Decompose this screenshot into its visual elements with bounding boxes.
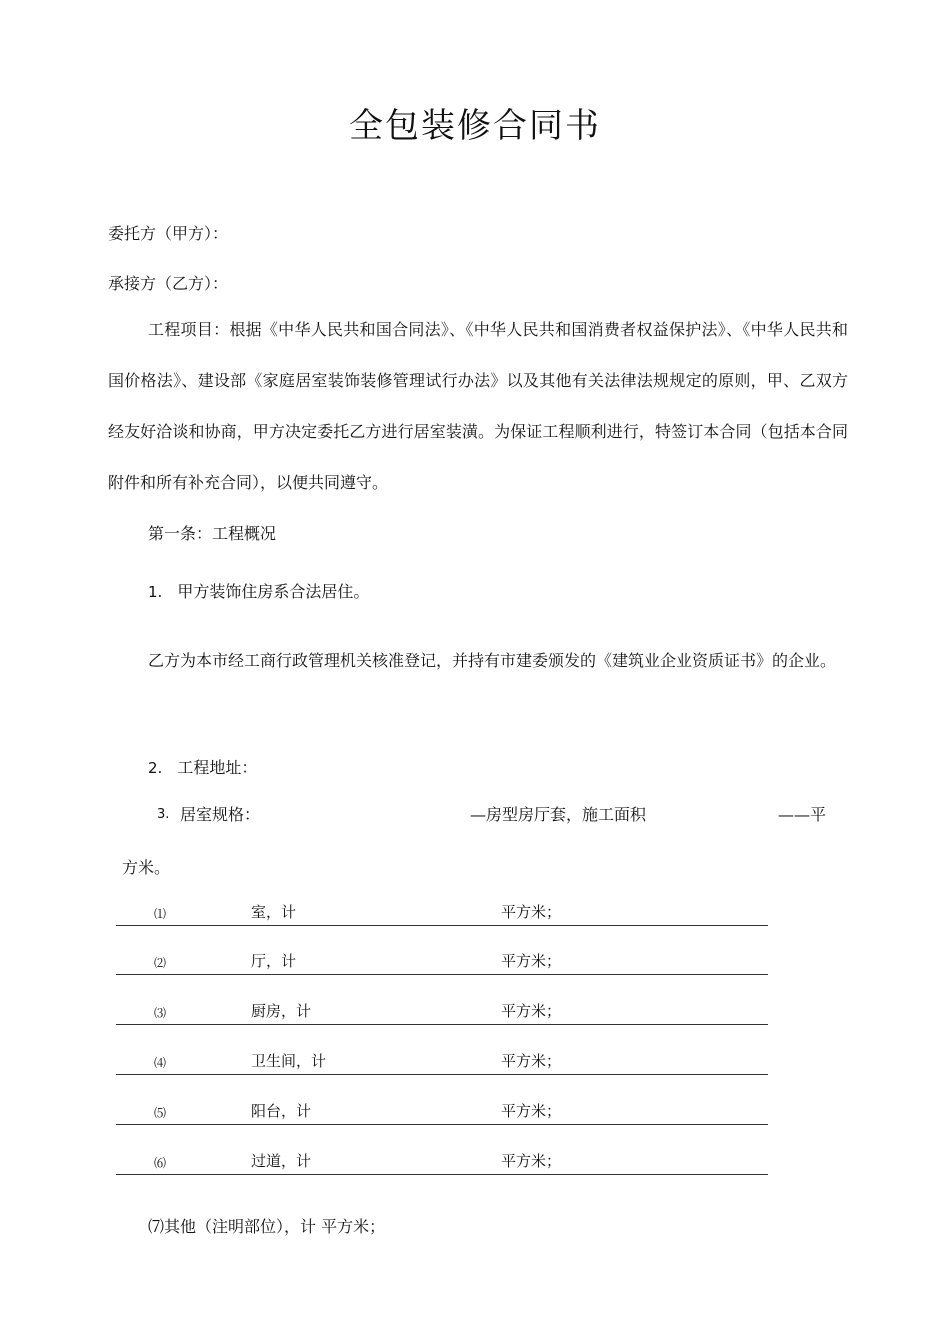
room-row-index: ⑴ [154, 907, 167, 921]
item-1-number: 1. [148, 583, 163, 601]
room-row-5 [116, 1100, 768, 1125]
room-row-name: 厨房，计 [251, 1002, 312, 1020]
room-row-index: ⑸ [154, 1106, 167, 1120]
item-3-label: 居室规格： [180, 805, 261, 824]
item-3-continuation: 方米。 [122, 858, 171, 877]
room-row-4 [116, 1050, 768, 1075]
party-b-label: 承接方（乙方）： [108, 274, 229, 293]
intro-paragraph: 工程项目：根据《中华人民共和国合同法》、《中华人民共和国消费者权益保护法》、《中华人民共和国价格法》、建设部《家庭居室装饰装修管理试行办法》以及其他有关法律法规规定的原则，甲、乙双方经友好洽谈和协商，甲方决定委托乙方进行居室装潢。为保证工程顺利进行，特签订本合同（包括本合同附件和所有补充合同），以便共同遵守。 [108, 320, 848, 492]
item-2-text: 工程地址： [177, 758, 258, 777]
room-row-1 [116, 901, 768, 926]
room-row-unit: 平方米； [501, 1102, 562, 1120]
room-row-unit: 平方米； [501, 1152, 562, 1170]
item-1 [148, 579, 369, 602]
room-row-unit: 平方米； [501, 952, 562, 970]
article-1-heading: 第一条：工程概况 [148, 524, 277, 543]
room-row-name: 过道，计 [251, 1152, 312, 1170]
item-3-area-end: ——平 [778, 805, 827, 824]
room-row-name: 卫生间，计 [251, 1052, 327, 1070]
room-row-name: 阳台，计 [251, 1102, 312, 1120]
room-row-index: ⑵ [154, 956, 167, 970]
room-row-unit: 平方米； [501, 1002, 562, 1020]
room-row-name: 室，计 [251, 903, 297, 921]
party-a-label: 委托方（甲方）： [108, 224, 229, 243]
document-title: 全包装修合同书 [349, 106, 601, 146]
item-3-number: 3. [157, 807, 170, 822]
item-1-text: 甲方装饰住房系合法居住。 [177, 582, 370, 601]
item-2-number: 2. [148, 759, 163, 777]
room-row-3 [116, 1000, 768, 1025]
room-row-index: ⑶ [154, 1006, 167, 1020]
room-row-6 [116, 1150, 768, 1175]
room-row-2 [116, 950, 768, 975]
room-row-unit: 平方米； [501, 1052, 562, 1070]
item-1-paragraph: 乙方为本市经工商行政管理机关核准登记，并持有市建委颁发的《建筑业企业资质证书》的企业。 [148, 651, 837, 670]
room-row-unit: 平方米； [501, 903, 562, 921]
item-3-room-layout: —房型房厅套，施工面积 [470, 805, 647, 824]
room-row-name: 厅，计 [251, 952, 297, 970]
item-2 [148, 755, 257, 778]
room-row-index: ⑹ [154, 1156, 167, 1170]
room-row-index: ⑷ [154, 1056, 167, 1070]
room-other: ⑺其他（注明部位），计 平方米； [148, 1217, 386, 1236]
